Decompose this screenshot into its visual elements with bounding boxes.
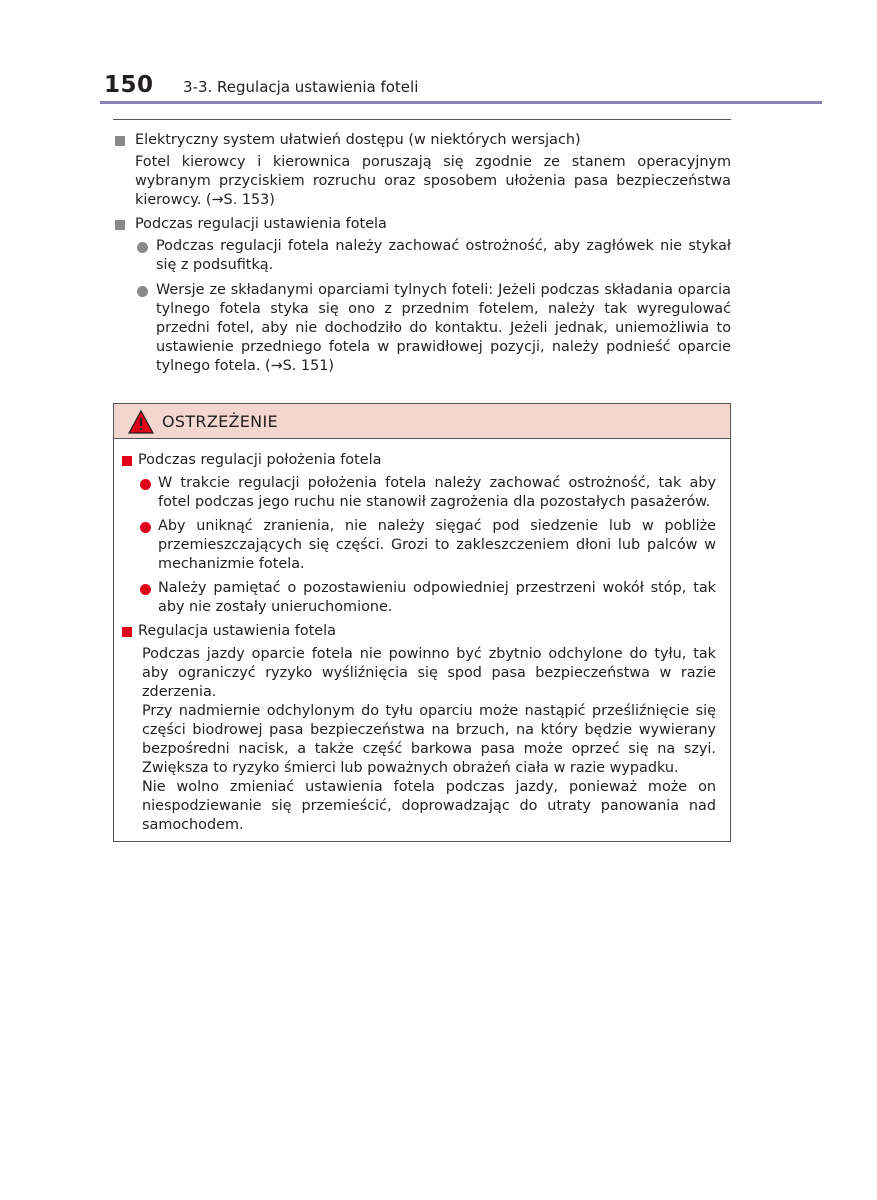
warning-heading (122, 451, 716, 470)
gray-square-icon (115, 136, 125, 146)
section-heading (113, 215, 731, 234)
main-content (113, 131, 731, 382)
list-item (122, 517, 716, 574)
warning-paragraph: Przy nadmiernie odchylonym do tyłu oparciu może nastąpić prześliźnięcie się części biodrowej pasa bezpieczeństwa na brzuch, na który będzie wywierany bezpośredni nacisk, a także część barkowa pasa może oprzeć się na szyi. Zwiększa to ryzyko śmierci lub poważnych obrażeń ciała w razie wypadku. (142, 703, 716, 776)
warning-heading-text: Podczas regulacji położenia fotela (138, 452, 382, 468)
gray-square-icon (115, 220, 125, 230)
red-dot-icon (140, 584, 151, 595)
red-dot-icon (140, 479, 151, 490)
warning-title: OSTRZEŻENIE (162, 412, 278, 431)
list-item (113, 237, 731, 275)
warning-body (114, 439, 730, 835)
warning-heading (122, 622, 716, 641)
section-heading (113, 131, 731, 150)
bullet-dot-icon (137, 242, 148, 253)
section-heading-text: Podczas regulacji ustawienia fotela (135, 216, 387, 232)
warning-heading-text: Regulacja ustawienia fotela (138, 623, 336, 639)
page-number: 150 (104, 72, 154, 98)
red-dot-icon (140, 522, 151, 533)
list-item (122, 579, 716, 617)
section-title: 3-3. Regulacja ustawienia foteli (183, 78, 419, 96)
page-header (0, 0, 877, 110)
red-square-icon (122, 627, 132, 637)
list-item (122, 474, 716, 512)
bullet-dot-icon (137, 286, 148, 297)
warning-header (114, 404, 730, 439)
section-heading-text: Elektryczny system ułatwień dostępu (w niektórych wersjach) (135, 132, 581, 148)
header-divider (100, 101, 822, 104)
warning-paragraph: Podczas jazdy oparcie fotela nie powinno być zbytnio odchylone do tyłu, tak aby ograniczyć ryzyko wyśliźnięcia się spod pasa bezpieczeństwa w razie zderzenia. (142, 646, 716, 700)
section-paragraph: Fotel kierowcy i kierownica poruszają się zgodnie ze stanem operacyjnym wybranym przyciskiem rozruchu oraz sposobem ułożenia pasa bezpieczeństwa kierowcy. (→S. 153) (135, 154, 731, 208)
list-item (113, 281, 731, 376)
warning-triangle-icon (128, 410, 154, 434)
list-item-text: Należy pamiętać o pozostawieniu odpowiedniej przestrzeni wokół stóp, tak aby nie zostały unieruchomione. (158, 580, 716, 615)
warning-box (113, 403, 731, 842)
list-item-text: Podczas regulacji fotela należy zachować ostrożność, aby zagłówek nie stykał się z podsufitką. (156, 238, 731, 273)
list-item-text: W trakcie regulacji położenia fotela należy zachować ostrożność, tak aby fotel podczas jego ruchu nie stanowił zagrożenia dla pozostałych pasażerów. (158, 475, 716, 510)
list-item-text: Aby uniknąć zranienia, nie należy sięgać pod siedzenie lub w pobliże przemieszczających się części. Grozi to zakleszczeniem dłoni lub palców w mechanizmie fotela. (158, 518, 716, 572)
content-divider (113, 119, 731, 120)
warning-paragraph: Nie wolno zmieniać ustawienia fotela podczas jazdy, ponieważ może on niespodziewanie się przemieścić, doprowadzając do utraty panowania nad samochodem. (142, 779, 716, 833)
list-item-text: Wersje ze składanymi oparciami tylnych foteli: Jeżeli podczas składania oparcia tylnego fotela styka się ono z przednim fotelem, należy tak wyregulować przedni fotel, aby nie dochodziło do kontaktu. Jeżeli jednak, uniemożliwia to ustawienie przedniego fotela w prawidłowej pozycji, należy podnieść oparcie tylnego fotela. (→S. 151) (156, 282, 731, 374)
red-square-icon (122, 456, 132, 466)
